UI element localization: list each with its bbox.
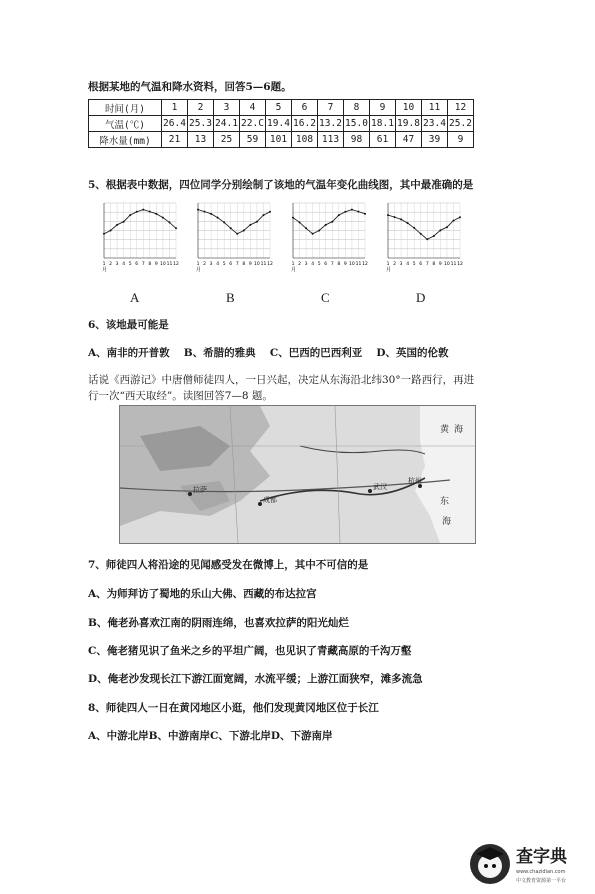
- x-axis-label: 月: [102, 267, 108, 272]
- question-7: 7、师徒四人将沿途的见闻感受发在微博上，其中不可信的是: [88, 559, 369, 571]
- cell-temperature: 25.2: [448, 116, 474, 132]
- temperature-point: [136, 211, 138, 213]
- cell-precipitation: 39: [422, 132, 448, 148]
- x-tick-label: 3: [209, 262, 213, 267]
- cell-month: 6: [292, 100, 318, 116]
- x-tick-label: 6: [229, 262, 233, 267]
- x-tick-label: 1: [386, 262, 390, 267]
- logo-url: www.chazidian.com: [516, 869, 566, 875]
- map-label-city4: 拉萨: [193, 486, 207, 494]
- x-tick-label: 3: [304, 262, 308, 267]
- temperature-point: [204, 211, 206, 213]
- temperature-point: [426, 238, 428, 240]
- temperature-line: [198, 210, 270, 234]
- mini-chart-d-svg: [380, 197, 464, 272]
- option-label-c: C: [321, 290, 330, 305]
- x-tick-label: 8: [337, 262, 341, 267]
- temperature-point: [338, 214, 340, 216]
- x-tick-label: 11: [355, 262, 362, 267]
- x-axis-label: 月: [291, 267, 297, 272]
- mini-chart-d: [380, 197, 464, 272]
- x-tick-label: 7: [235, 262, 239, 267]
- temperature-point: [168, 221, 170, 223]
- temperature-point: [269, 211, 271, 213]
- china-map: [119, 405, 476, 544]
- temperature-point: [116, 224, 118, 226]
- temperature-point: [407, 222, 409, 224]
- option-label-d: D: [416, 290, 426, 305]
- question-7-option-d: D、俺老沙发现长江下游江面宽阔，水流平缓；上游江面狭窄，滩多流急: [88, 673, 423, 685]
- x-tick-label: 9: [248, 262, 252, 267]
- temperature-point: [210, 213, 212, 215]
- option-label-b: B: [226, 290, 235, 305]
- x-axis-label: 月: [386, 267, 392, 272]
- temperature-point: [305, 227, 307, 229]
- x-tick-label: 4: [406, 262, 410, 267]
- temperature-point: [155, 213, 157, 215]
- map-label-sea4: 海: [442, 517, 452, 527]
- x-tick-label: 7: [141, 262, 145, 267]
- story-line-1: 话说《西游记》中唐僧师徒四人，一日兴起，决定从东海沿北纬30°一路西行，再进: [88, 374, 475, 386]
- temperature-point: [123, 221, 125, 223]
- x-tick-label: 3: [115, 262, 119, 267]
- temperature-point: [230, 227, 232, 229]
- temperature-point: [387, 214, 389, 216]
- x-tick-label: 2: [393, 262, 396, 267]
- x-tick-label: 4: [311, 262, 315, 267]
- story-line-2: 行一次“西天取经”。读图回答7—8 题。: [88, 390, 273, 402]
- question-7-option-b: B、俺老孙喜欢江南的阴雨连绵，也喜欢拉萨的阳光灿烂: [88, 617, 349, 629]
- cell-temperature: 16.2: [292, 116, 318, 132]
- question-7-option-c: C、俺老猪见识了鱼米之乡的平坦广阔，也见识了青藏高原的千沟万壑: [88, 645, 412, 657]
- x-tick-label: 8: [242, 262, 246, 267]
- x-tick-label: 6: [419, 262, 423, 267]
- x-tick-label: 10: [349, 262, 355, 267]
- x-tick-label: 10: [254, 262, 260, 267]
- x-tick-label: 6: [324, 262, 328, 267]
- temperature-point: [325, 224, 327, 226]
- temperature-point: [439, 229, 441, 231]
- temperature-point: [446, 226, 448, 228]
- temperature-point: [249, 224, 251, 226]
- temperature-point: [175, 227, 177, 229]
- cell-temperature: 15.0: [344, 116, 370, 132]
- temperature-line: [388, 215, 460, 239]
- cell-month: 8: [344, 100, 370, 116]
- map-label-city1: 成都: [263, 496, 277, 504]
- table-row-precipitation: [89, 132, 474, 148]
- map-label-sea2: 海: [454, 425, 464, 435]
- cell-month: 4: [240, 100, 266, 116]
- logo-svg: [468, 838, 593, 890]
- x-tick-label: 7: [425, 262, 429, 267]
- cell-month: 5: [266, 100, 292, 116]
- option-label-a: A: [130, 290, 140, 305]
- x-tick-label: 6: [135, 262, 139, 267]
- temperature-point: [318, 230, 320, 232]
- cell-temperature: 22.C: [240, 116, 266, 132]
- temperature-point: [197, 209, 199, 211]
- temperature-point: [236, 233, 238, 235]
- map-label-sea1: 黄: [440, 425, 450, 435]
- cell-precipitation: 47: [396, 132, 422, 148]
- cell-precipitation: 21: [162, 132, 188, 148]
- x-tick-label: 12: [457, 262, 463, 267]
- temperature-point: [149, 211, 151, 213]
- temperature-point: [344, 211, 346, 213]
- cell-temperature: 19.8: [396, 116, 422, 132]
- x-tick-label: 12: [173, 262, 179, 267]
- cell-precipitation: 9: [448, 132, 474, 148]
- temperature-line: [104, 210, 176, 234]
- x-tick-label: 11: [260, 262, 267, 267]
- x-tick-label: 9: [154, 262, 158, 267]
- x-tick-label: 10: [444, 262, 450, 267]
- temperature-point: [262, 214, 264, 216]
- map-label-city2: 武汉: [373, 483, 387, 491]
- x-tick-label: 1: [291, 262, 295, 267]
- x-tick-label: 4: [122, 262, 126, 267]
- temperature-point: [357, 211, 359, 213]
- x-tick-label: 7: [330, 262, 334, 267]
- cell-month: 3: [214, 100, 240, 116]
- cell-month: 11: [422, 100, 448, 116]
- temperature-point: [413, 227, 415, 229]
- temperature-point: [292, 217, 294, 219]
- question-7-option-a: A、为师拜访了蜀地的乐山大佛、西藏的布达拉宫: [88, 588, 317, 600]
- x-tick-label: 11: [166, 262, 173, 267]
- table-row-months: [89, 100, 474, 116]
- question-5: 5、根据表中数据，四位同学分别绘制了该地的气温年变化曲线图，其中最准确的是: [88, 179, 474, 191]
- cell-temperature: 26.4: [162, 116, 188, 132]
- x-tick-label: 12: [267, 262, 273, 267]
- mini-chart-b: [190, 197, 274, 272]
- map-label-city3: 杭州: [408, 477, 422, 485]
- mini-chart-c-svg: [285, 197, 369, 272]
- temperature-point: [452, 220, 454, 222]
- map-svg: [120, 406, 475, 543]
- cell-month: 2: [188, 100, 214, 116]
- question-8: 8、师徒四人一日在黄冈地区小逛，他们发现黄冈地区位于长江: [88, 702, 379, 714]
- temperature-point: [433, 235, 435, 237]
- temperature-point: [243, 230, 245, 232]
- x-tick-label: 1: [102, 262, 106, 267]
- cell-temperature: 19.4: [266, 116, 292, 132]
- temperature-point: [110, 230, 112, 232]
- logo-slogan: 中文教育资源第一平台: [516, 878, 567, 884]
- x-tick-label: 10: [160, 262, 166, 267]
- logo-name: 查字典: [516, 847, 567, 867]
- x-tick-label: 11: [450, 262, 457, 267]
- cell-month: 7: [318, 100, 344, 116]
- x-tick-label: 2: [109, 262, 112, 267]
- cell-precipitation: 98: [344, 132, 370, 148]
- cell-temperature: 18.1: [370, 116, 396, 132]
- intro-text: 根据某地的气温和降水资料，回答5—6题。: [88, 81, 292, 93]
- temperature-point: [103, 233, 105, 235]
- x-tick-label: 4: [216, 262, 220, 267]
- cell-precipitation: 59: [240, 132, 266, 148]
- x-tick-label: 5: [412, 262, 416, 267]
- cell-temperature: 24.1: [214, 116, 240, 132]
- map-label-sea3: 东: [440, 497, 450, 507]
- cell-temperature: 25.3: [188, 116, 214, 132]
- cell-precipitation: 113: [318, 132, 344, 148]
- mini-chart-b-svg: [190, 197, 274, 272]
- cell-temperature: 13.2: [318, 116, 344, 132]
- x-axis-label: 月: [196, 267, 202, 272]
- temperature-point: [312, 233, 314, 235]
- x-tick-label: 3: [399, 262, 403, 267]
- row-label-temperature: 气温(℃): [89, 116, 162, 132]
- temperature-point: [400, 218, 402, 220]
- temperature-point: [162, 217, 164, 219]
- temperature-point: [299, 221, 301, 223]
- temperature-point: [420, 233, 422, 235]
- climate-table: [88, 99, 474, 148]
- cell-month: 12: [448, 100, 474, 116]
- question-6: 6、该地最可能是: [88, 319, 169, 331]
- x-tick-label: 2: [203, 262, 206, 267]
- cell-month: 1: [162, 100, 188, 116]
- temperature-point: [217, 217, 219, 219]
- question-6-options: A、南非的开普敦 B、希腊的雅典 C、巴西的巴西利亚 D、英国的伦敦: [88, 347, 449, 359]
- temperature-line: [293, 210, 365, 234]
- temperature-point: [142, 209, 144, 211]
- x-tick-label: 9: [438, 262, 442, 267]
- mini-chart-c: [285, 197, 369, 272]
- x-tick-label: 5: [317, 262, 321, 267]
- row-label-months: 时间(月): [89, 100, 162, 116]
- mini-chart-a: [96, 197, 180, 272]
- temperature-point: [256, 221, 258, 223]
- chazidian-logo: [468, 838, 593, 890]
- question-8-options: A、中游北岸B、中游南岸C、下游北岸D、下游南岸: [88, 730, 333, 742]
- table-row-temperature: [89, 116, 474, 132]
- cell-month: 10: [396, 100, 422, 116]
- x-tick-label: 9: [343, 262, 347, 267]
- temperature-point: [129, 214, 131, 216]
- cell-precipitation: 13: [188, 132, 214, 148]
- x-tick-label: 8: [432, 262, 436, 267]
- cell-precipitation: 101: [266, 132, 292, 148]
- x-tick-label: 2: [298, 262, 301, 267]
- cell-month: 9: [370, 100, 396, 116]
- temperature-point: [459, 216, 461, 218]
- x-tick-label: 5: [128, 262, 132, 267]
- temperature-point: [394, 216, 396, 218]
- cell-precipitation: 61: [370, 132, 396, 148]
- cell-precipitation: 108: [292, 132, 318, 148]
- temperature-point: [364, 213, 366, 215]
- x-tick-label: 12: [362, 262, 368, 267]
- temperature-point: [223, 221, 225, 223]
- x-tick-label: 8: [148, 262, 152, 267]
- x-tick-label: 1: [196, 262, 200, 267]
- cell-temperature: 23.4: [422, 116, 448, 132]
- cell-precipitation: 25: [214, 132, 240, 148]
- mini-chart-a-svg: [96, 197, 180, 272]
- temperature-point: [331, 221, 333, 223]
- x-tick-label: 5: [222, 262, 226, 267]
- row-label-precipitation: 降水量(mm): [89, 132, 162, 148]
- temperature-point: [351, 209, 353, 211]
